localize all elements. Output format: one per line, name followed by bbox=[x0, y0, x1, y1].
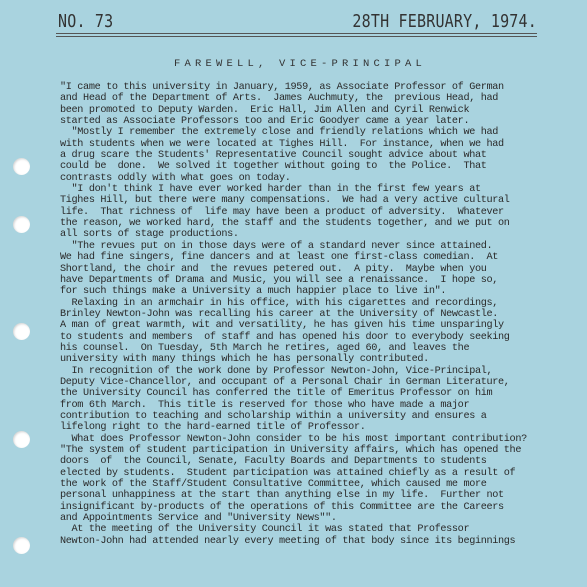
article-line: "I came to this university in January, 1959, as Associate Professor of German bbox=[60, 82, 504, 93]
article-line: to students and members of staff and has opened his door to everybody seeking bbox=[60, 331, 510, 343]
article-line: Shortland, the choir and the revues petered out. A pity. Maybe when you bbox=[60, 263, 487, 275]
article-line: A man of great warmth, wit and versatility, he has given his time unsparingly bbox=[60, 320, 504, 332]
article-line: have Departments of Drama and Music, you will see a renaissance. I hope so, bbox=[60, 274, 499, 286]
header-rule-bottom bbox=[56, 36, 537, 37]
article-line: from 6th March. This title is reserved for those who have made a major bbox=[60, 399, 470, 411]
article-line: all sorts of stage productions. bbox=[60, 229, 239, 241]
article-line: Newton-John had attended nearly every meeting of that body since its beginnings bbox=[60, 535, 516, 547]
article-line: with students when we were located at Tighes Hill. For instance, when we had bbox=[60, 138, 504, 150]
article-line: could be done. We solved it together without going to the Police. That bbox=[60, 161, 487, 173]
article-line: for such things make a University a much happier place to live in". bbox=[60, 286, 447, 298]
binder-hole bbox=[13, 323, 30, 340]
article-line: In recognition of the work done by Professor Newton-John, Vice-Principal, bbox=[60, 365, 493, 377]
binder-hole bbox=[13, 158, 30, 175]
article-line: life. That richness of life may have been a product of adversity. Whatever bbox=[60, 206, 504, 218]
header-rule-top bbox=[56, 33, 537, 34]
article-line: Tighes Hill, but there were many compensations. We had a very active cultural bbox=[60, 195, 510, 207]
binder-hole bbox=[13, 537, 30, 554]
article-line: "The system of student participation in University affairs, which has opened the bbox=[60, 445, 522, 456]
article-line: "I don't think I have ever worked harder than in the first few years at bbox=[60, 184, 481, 196]
article-line: contribution to teaching and scholarship within a university and ensures a bbox=[60, 410, 487, 422]
article-line: "Mostly I remember the extremely close and friendly relations which we had bbox=[60, 127, 499, 139]
issue-number: NO. 73 bbox=[58, 10, 114, 32]
article-line: the reason, we worked hard, the staff and the students together, and we put on bbox=[60, 218, 510, 230]
issue-date: 28TH FEBRUARY, 1974. bbox=[352, 10, 537, 32]
binder-hole bbox=[13, 216, 30, 233]
article-line: lifelong right to the hard-earned title of Professor. bbox=[60, 422, 366, 434]
article-line: elected by students. Student participation was attained chiefly as a result of bbox=[60, 467, 516, 479]
article-line: personal unhappiness at the start than anything else in my life. Further not bbox=[60, 490, 504, 502]
article-line: a drug scare the Students' Representative Council sought advice about what bbox=[60, 150, 487, 162]
article-line: the work of the Staff/Student Consultative Committee, which caused me more bbox=[60, 479, 487, 491]
article-line: "The revues put on in those days were of a standard never since attained. bbox=[60, 240, 493, 252]
article-line: Relaxing in an armchair in his office, with his cigarettes and recordings, bbox=[60, 297, 499, 309]
article-line: and Appointments Service and "University News"". bbox=[60, 513, 337, 525]
article-title: FAREWELL, VICE-PRINCIPAL bbox=[173, 58, 427, 70]
article-line: What does Professor Newton-John consider to be his most important contribution? bbox=[60, 433, 527, 445]
article-line: insignificant by-products of the operations of this Committee are the Careers bbox=[60, 501, 504, 513]
article-line: Deputy Vice-Chancellor, and occupant of a Personal Chair in German Literature, bbox=[60, 376, 510, 388]
article-line: his counsel. On Tuesday, 5th March he retires, aged 60, and leaves the bbox=[60, 342, 470, 354]
article-line: contrasts oddly with what goes on today. bbox=[60, 172, 291, 184]
article-line: Brinley Newton-John was recalling his career at the University of Newcastle. bbox=[60, 308, 499, 320]
article-line: university with many things which he has personally contributed. bbox=[60, 354, 429, 366]
article-line: been promoted to Deputy Warden. Eric Hall, Jim Allen and Cyril Renwick bbox=[60, 104, 470, 116]
article-line: At the meeting of the University Council it was stated that Professor bbox=[60, 524, 470, 536]
binder-hole bbox=[13, 431, 30, 448]
article-body bbox=[60, 82, 565, 547]
article-line: the University Council has conferred the title of Emeritus Professor on him bbox=[60, 388, 493, 400]
article-line: doors of the Council, Senate, Faculty Boards and Departments to students bbox=[60, 456, 487, 468]
article-line: and Head of the Department of Arts. James Auchmuty, the previous Head, had bbox=[60, 93, 499, 105]
masthead bbox=[58, 12, 537, 32]
article-line: We had fine singers, fine dancers and at least one first-class comedian. At bbox=[60, 252, 499, 264]
article-line: started as Associate Professors too and Eric Goodyer came a year later. bbox=[60, 116, 470, 128]
